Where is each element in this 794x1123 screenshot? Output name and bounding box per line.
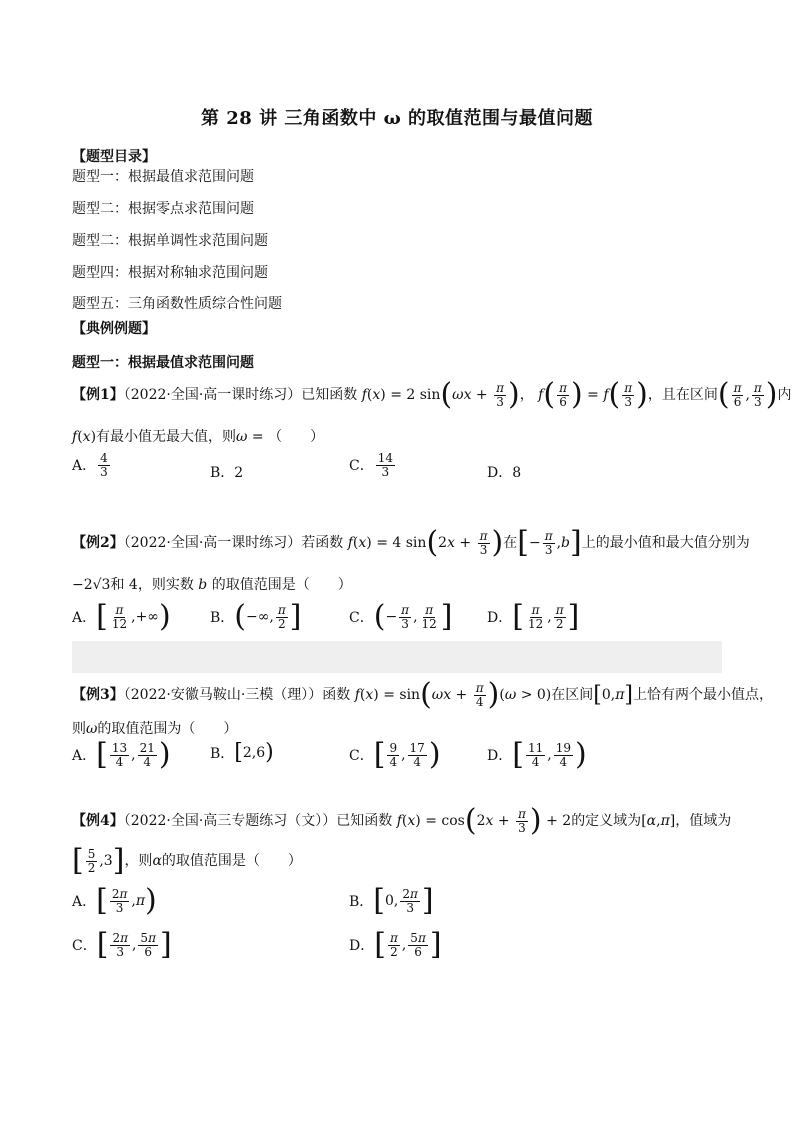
option-a[interactable]: A． [ $\frac{2\pi}{3}$ , π ) — [72, 883, 157, 918]
option-d[interactable]: D． [ $\frac{11}{4}$ , $\frac{19}{4}$ ) — [487, 737, 587, 772]
example-2-stem: 【例2】（2022·全国·高一课时练习）若函数 f(x) = 4 sin(2x + $\frac{\pi}{3}$ )在[− $\frac{\pi}{3}$ ,b]上的最小值和最大值分别为 — [72, 525, 750, 560]
example-4-stem-cont: [ $\frac{5}{2}$ ,3]，则α的取值范围是（ ） — [72, 843, 302, 878]
option-b[interactable]: B． [ 2,6 ) — [210, 740, 274, 765]
gray-band — [72, 641, 722, 673]
option-b[interactable]: B． ( −∞, $\frac{\pi}{2}$ ] — [210, 599, 302, 634]
example-2-stem-cont: −2√3和 4，则实数 b 的取值范围是（ ） — [72, 577, 352, 593]
option-d[interactable]: D． [ $\frac{\pi}{2}$ , $\frac{5\pi}{6}$ ] — [349, 927, 442, 962]
option-c[interactable]: C． [ $\frac{9}{4}$ , $\frac{17}{4}$ ) — [349, 737, 441, 772]
page-title: 第 28 讲 三角函数中 ω 的取值范围与最值问题 — [200, 108, 594, 129]
option-c[interactable]: C． $\frac{14}{3}$ — [349, 451, 393, 479]
option-d[interactable]: D． [ $\frac{\pi}{12}$ , $\frac{\pi}{2}$ ] — [487, 599, 580, 634]
formula: f — [361, 387, 367, 403]
toc-item-3: 题型二：根据单调性求范围问题 — [72, 233, 268, 249]
option-a[interactable]: A． [ $\frac{13}{4}$ , $\frac{21}{4}$ ) — [72, 737, 171, 772]
option-a[interactable]: A． [ $\frac{\pi}{12}$ ,+∞ ) — [72, 599, 171, 634]
example-1-stem: 【例1】（2022·全国·高一课时练习）已知函数 f(x) = 2 sin(ωx + $\frac{\pi}{3}$ )， f( $\frac{\pi}{6}$ ) = f( $\frac{\pi}{3}$ )，且在区间( $\frac{\pi}{6}$ , $\frac{\pi}{3}$ )内 — [72, 377, 792, 412]
toc-heading: 【题型目录】 — [72, 149, 156, 165]
toc-item-5: 题型五：三角函数性质综合性问题 — [72, 296, 282, 312]
option-b[interactable]: B．2 — [210, 465, 244, 481]
option-b[interactable]: B． [ 0, $\frac{2\pi}{3}$ ] — [349, 883, 434, 918]
example-3-stem-cont: 则ω的取值范围为（ ） — [72, 721, 238, 737]
toc-item-4: 题型四：根据对称轴求范围问题 — [72, 265, 268, 281]
examples-heading: 【典例例题】 — [72, 321, 156, 337]
example-4-stem: 【例4】（2022·全国·高三专题练习（文））已知函数 f(x) = cos(2x + $\frac{\pi}{3}$ ) + 2的定义域为[α,π]，值域为 — [72, 803, 732, 838]
example-source: （2022·全国·高一课时练习） — [123, 387, 302, 403]
example-2-options — [72, 599, 722, 642]
example-label: 【例1】 — [72, 387, 124, 403]
example-1-options — [72, 452, 722, 492]
option-c[interactable]: C． [ $\frac{2\pi}{3}$ , $\frac{5\pi}{6}$ ] — [72, 927, 172, 962]
option-a[interactable]: A． $\frac{4}{3}$ — [72, 451, 108, 479]
example-4-options-row1 — [72, 883, 722, 926]
example-3-options — [72, 737, 722, 780]
example-4-options-row2 — [72, 927, 722, 970]
example-1-stem-cont: f(x)有最小值无最大值，则ω = （ ） — [72, 429, 325, 445]
option-c[interactable]: C． ( − $\frac{\pi}{3}$ , $\frac{\pi}{12}$ ] — [349, 599, 453, 634]
section-title: 题型一：根据最值求范围问题 — [72, 355, 254, 371]
option-d[interactable]: D．8 — [487, 465, 522, 481]
toc-item-2: 题型二：根据零点求范围问题 — [72, 201, 254, 217]
toc-item-1: 题型一：根据最值求范围问题 — [72, 169, 254, 185]
example-3-stem: 【例3】（2022·安徽马鞍山·三模（理））函数 f(x) = sin(ωx + $\frac{\pi}{4}$ )(ω > 0)在区间[0,π]上恰有两个最小值点， — [72, 677, 773, 712]
